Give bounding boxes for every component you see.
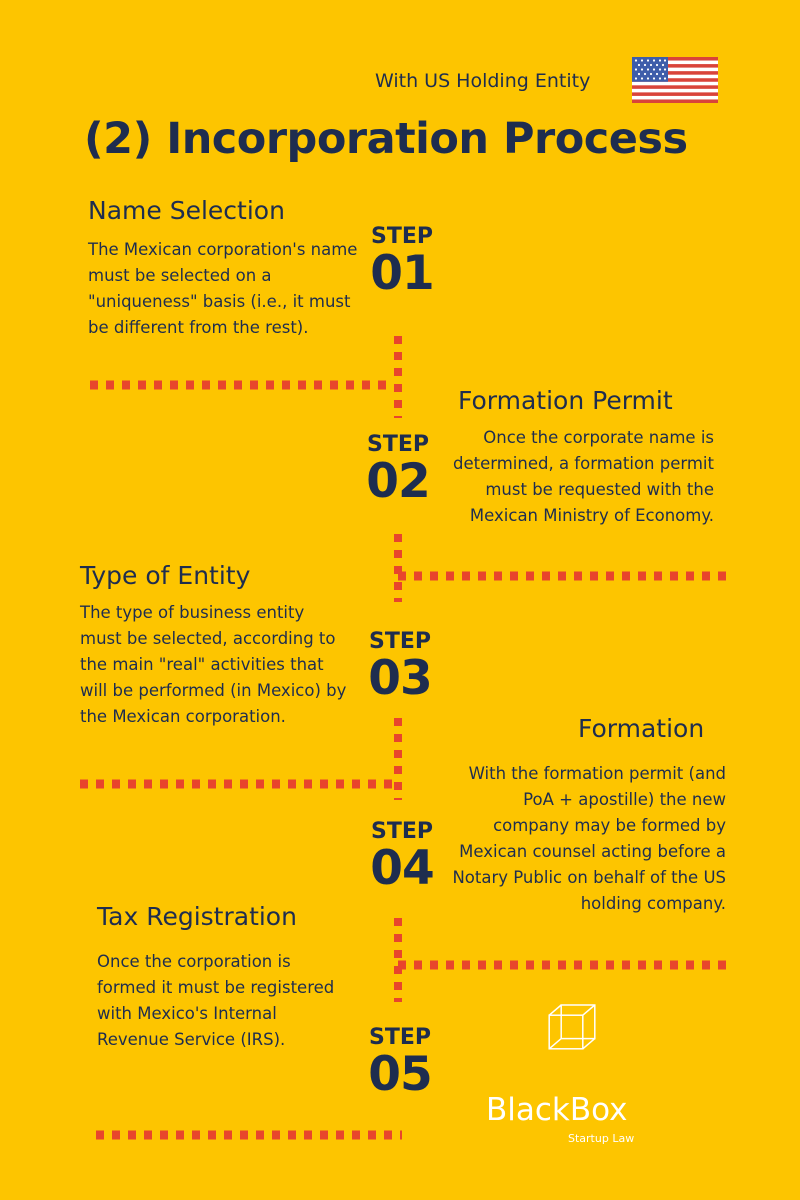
step-1-label: STEP xyxy=(370,224,433,249)
step-2-number: 02 xyxy=(366,454,430,509)
step-4-label: STEP xyxy=(370,819,433,844)
step-4-marker xyxy=(362,820,442,894)
step-2-marker xyxy=(358,433,438,507)
step-3-heading: Type of Entity xyxy=(80,561,251,590)
step-5-number: 05 xyxy=(368,1047,432,1102)
step-5-label: STEP xyxy=(368,1025,431,1050)
step-2-text: Once the corporate name is determined, a formation permit must be requested with the Mexican Ministry of Economy. xyxy=(452,428,714,525)
step-1-number: 01 xyxy=(370,246,434,301)
step-3-number: 03 xyxy=(368,651,432,706)
step-5-marker xyxy=(360,1026,440,1100)
step-2-heading: Formation Permit xyxy=(458,386,673,415)
step-4-number: 04 xyxy=(370,841,434,896)
step-3-label: STEP xyxy=(368,629,431,654)
step-5-text: Once the corporation is formed it must be registered with Mexico's Internal Revenue Service (IRS). xyxy=(97,952,335,1049)
step-1-marker xyxy=(362,225,442,299)
logo-name: BlackBox xyxy=(486,1092,628,1128)
step-4-text: With the formation permit (and PoA + apostille) the new company may be formed by Mexican counsel acting before a Notary Public on behalf of the US holding company. xyxy=(452,764,726,913)
subtitle: With US Holding Entity xyxy=(375,70,591,92)
step-2-label: STEP xyxy=(366,432,429,457)
step-1-text: The Mexican corporation's name must be selected on a "uniqueness" basis (i.e., it must be different from the rest). xyxy=(88,240,358,337)
step-1-heading: Name Selection xyxy=(88,196,285,225)
step-3-marker xyxy=(360,630,440,704)
step-4-heading: Formation xyxy=(578,714,705,743)
logo-tagline: Startup Law xyxy=(568,1132,635,1145)
step-5-heading: Tax Registration xyxy=(97,902,297,931)
page-title: (2) Incorporation Process xyxy=(84,114,688,164)
step-3-text: The type of business entity must be selected, according to the main "real" activities that will be performed (in Mexico) by the Mexican corporation. xyxy=(80,603,347,726)
blackbox-cube-icon xyxy=(482,1002,662,1092)
